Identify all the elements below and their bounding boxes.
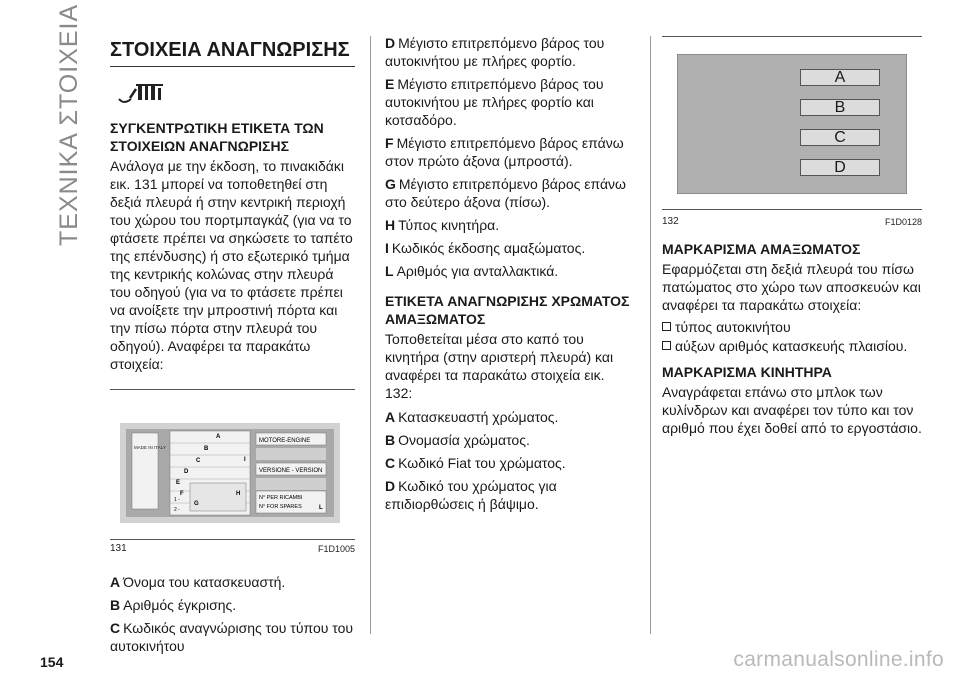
checklist-item [662,318,922,336]
plate-letter: H [236,491,241,497]
legend-text: Όνομα του κατασκευαστή. [123,574,286,590]
identification-plate-illustration [120,423,340,523]
figure-code: F1D1005 [317,544,355,554]
figure-number: 131 [110,543,127,554]
legend-letter: E [385,76,395,92]
identification-symbol-icon [116,81,166,107]
legend-text: Κωδικός έκδοσης αμαξώματος. [391,240,586,256]
side-chapter-title: ΤΕΧΝΙΚΑ ΣΤΟΙΧΕΙΑ [55,3,83,246]
legend-letter: D [385,35,396,51]
legend-letter: B [110,597,121,613]
plate-letter: A [216,434,221,440]
legend-letter: C [385,455,396,471]
checklist-item [662,337,922,355]
plate-letter: G [194,501,199,507]
column-3 [662,36,922,443]
legend-text: Αριθμός έγκρισης. [123,597,237,613]
plate-letter: F [180,491,184,497]
paint-field: C [800,129,880,146]
legend-text: Ονομασία χρώματος. [398,432,530,448]
figure-number: 132 [662,216,679,227]
legend-text: Αριθμός για ανταλλακτικά. [396,263,559,279]
legend-item [385,477,635,513]
paint-label-illustration [677,54,907,194]
legend-letter: F [385,135,394,151]
section-title: ΣΤΟΙΧΕΙΑ ΑΝΑΓΝΩΡΙΣΗΣ [110,38,355,67]
legend-letter: I [385,240,389,256]
legend-text: Κατασκευαστή χρώματος. [398,409,559,425]
legend-letter: A [385,409,396,425]
subsection-title: ΕΤΙΚΕΤΑ ΑΝΑΓΝΩΡΙΣΗΣ ΧΡΩΜΑΤΟΣ ΑΜΑΞΩΜΑΤΟΣ [385,293,630,327]
figure-132 [662,36,922,228]
plate-letter: B [204,446,209,452]
legend-letter: L [385,263,394,279]
column-1 [110,38,355,660]
legend-item [110,619,355,655]
legend-text: Μέγιστο επιτρεπόμενο βάρος του αυτοκινήτου με πλήρες φορτίο. [385,35,605,69]
legend-text: Μέγιστο επιτρεπόμενο βάρος επάνω στον πρώτο άξονα (μπροστά). [385,135,624,169]
paragraph: Εφαρμόζεται στη δεξιά πλευρά του πίσω πατώματος στο χώρο των αποσκευών και αναφέρει τα παρακάτω στοιχεία: [662,261,921,313]
plate-label: N° FOR SPARES [259,504,302,510]
subsection-title: ΣΥΓΚΕΝΤΡΩΤΙΚΗ ΕΤΙΚΕΤΑ ΤΩΝ ΣΤΟΙΧΕΙΩΝ ΑΝΑΓΝΩΡΙΣΗΣ [110,120,324,154]
plate-label: N° PER RICAMBI [259,495,303,501]
plate-label: MOTORE-ENGINE [259,438,311,444]
plate-digit: 2 - [174,507,180,513]
legend-letter: B [385,432,396,448]
legend-text: Τύπος κινητήρα. [398,217,500,233]
subsection-title: ΜΑΡΚΑΡΙΣΜΑ ΚΙΝΗΤΗΡΑ [662,364,832,380]
figure-caption [662,216,922,228]
legend-text: Κωδικός αναγνώρισης του τύπου του αυτοκινήτου [110,620,354,654]
plate-digit: 1 - [174,497,180,503]
page-number: 154 [40,654,64,670]
figure-code: F1D0128 [884,217,922,227]
subsection-title: ΜΑΡΚΑΡΙΣΜΑ ΑΜΑΞΩΜΑΤΟΣ [662,241,861,257]
legend-list [110,573,355,655]
column-divider [650,36,651,634]
legend-item [385,175,635,211]
paint-field: B [800,99,880,116]
figure-bottom-rule [662,209,922,210]
plate-letter: I [244,457,246,463]
paint-field: D [800,159,880,176]
legend-text: Μέγιστο επιτρεπόμενο βάρος του αυτοκινήτου με πλήρες φορτίο και κοτσαδόρο. [385,76,604,128]
legend-item [385,408,635,426]
legend-item [385,216,635,234]
column-divider [370,36,371,634]
legend-item [385,75,635,129]
legend-letter: C [110,620,121,636]
paragraph: Ανάλογα με την έκδοση, το πινακιδάκι εικ. 131 μπορεί να τοποθετηθεί στη δεξιά πλευρά ή στην κεντρική περιοχή του χώρου του πορτμπαγκάζ (για να το φτάσετε πρέπει να σηκώσετε το ταπέτο της επένδυσης) ή στο εξωτερικό τμήμα της κεντρικής κολώνας στην πλευρά του οδηγού (για να το φτάσετε πρέπει να ανοίξετε την μπροστινή πόρτα και την πίσω πόρτα στην πλευρά του οδηγού). Αναφέρει τα παρακάτω στοιχεία: [110,158,353,372]
figure-top-rule [662,36,922,37]
plate-letter: E [176,480,181,486]
plate-letter: C [196,458,201,464]
figure-top-rule [110,389,355,390]
paint-field: A [800,69,880,86]
watermark: carmanualsonline.info [733,648,944,671]
legend-text: Κωδικό του χρώματος για επιδιορθώσεις ή βάψιμο. [385,478,557,512]
legend-letter: D [385,478,396,494]
legend-letter: A [110,574,121,590]
paragraph: Αναγράφεται επάνω στο μπλοκ των κυλίνδρων και αναφέρει τον τύπο και τον αριθμό που έχει δοθεί από το εργοστάσιο. [662,384,922,436]
checklist-text: τύπος αυτοκινήτου [675,319,791,335]
checklist-text: αύξων αριθμός κατασκευής πλαισίου. [675,338,908,354]
checkbox-icon [662,341,671,350]
figure-caption [110,543,355,555]
legend-item [385,34,635,70]
legend-text: Μέγιστο επιτρεπόμενο βάρος επάνω στο δεύτερο άξονα (πίσω). [385,176,626,210]
paragraph: Τοποθετείται μέσα στο καπό του κινητήρα (στην αριστερή πλευρά) και αναφέρει τα παρακάτω στοιχεία εικ. 132: [385,331,614,401]
plate-label: VERSIONE - VERSION [259,468,323,474]
figure-131 [110,379,355,555]
legend-item [110,596,355,614]
column-2 [385,34,635,518]
made-in-label: MADE IN ITALY [134,445,166,450]
legend-letter: H [385,217,396,233]
legend-text: Κωδικό Fiat του χρώματος. [398,455,566,471]
figure-bottom-rule [110,539,355,540]
legend-item [110,573,355,591]
legend-item [385,262,635,280]
legend-letter: G [385,176,396,192]
legend-item [385,454,635,472]
checkbox-icon [662,322,671,331]
legend-item [385,239,635,257]
legend-item [385,134,635,170]
legend-item [385,431,635,449]
plate-letter: L [319,505,323,511]
plate-letter: D [184,469,189,475]
